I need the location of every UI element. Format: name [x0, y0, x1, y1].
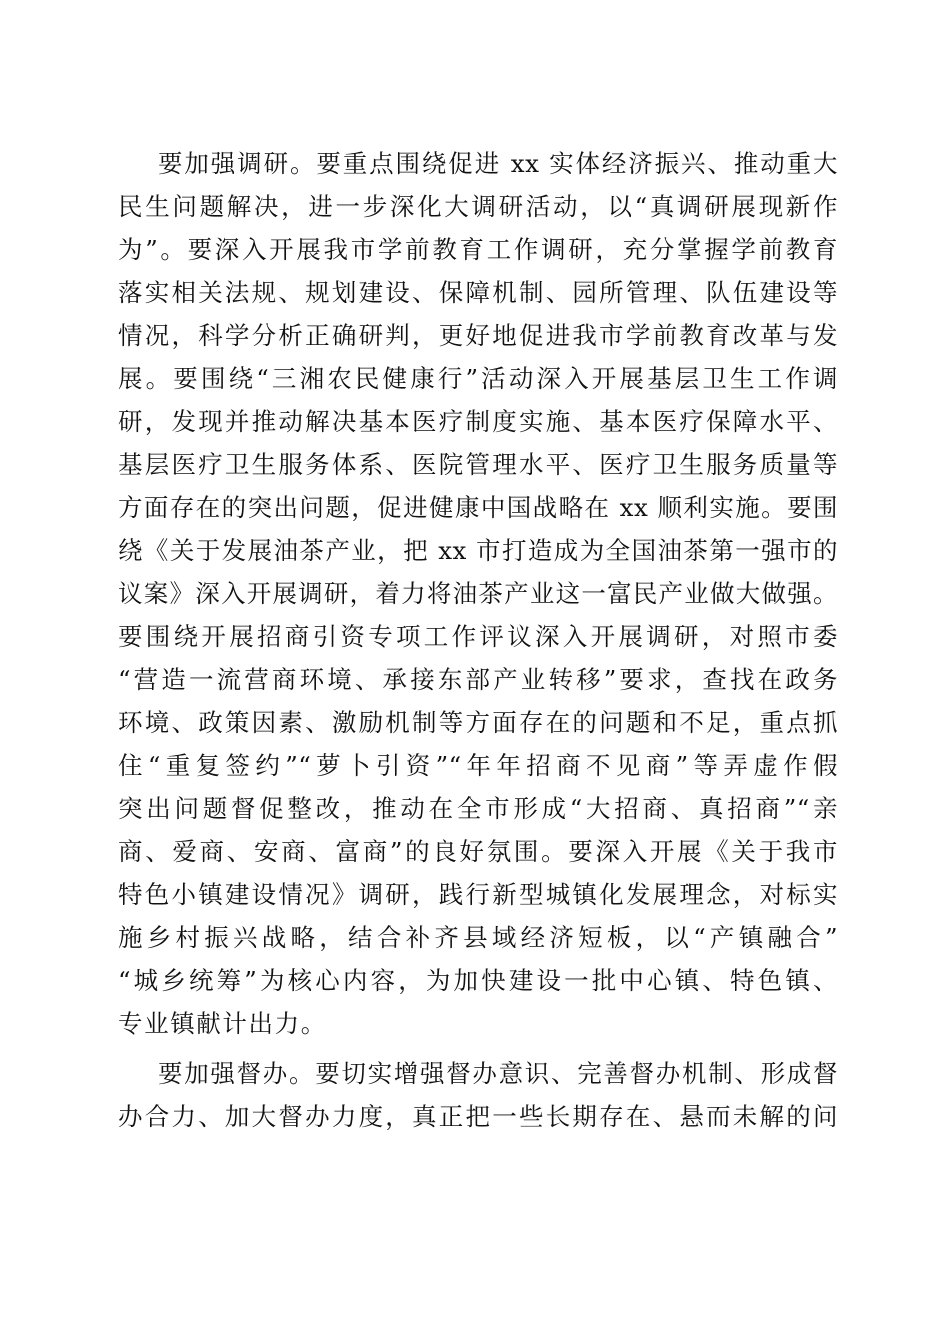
text-line: 办合力、加大督办力度，真正把一些长期存在、悬而未解的问	[118, 1102, 838, 1131]
text-line: 方面存在的突出问题，促进健康中国战略在 xx 顺利实施。要围	[118, 493, 838, 522]
text-line: “营造一流营商环境、承接东部产业转移”要求，查找在政务	[118, 665, 838, 694]
text-line: “城乡统筹”为核心内容，为加快建设一批中心镇、特色镇、	[118, 966, 838, 995]
text-line: 商、爱商、安商、富商”的良好氛围。要深入开展《关于我市	[118, 837, 838, 866]
text-line: 民生问题解决，进一步深化大调研活动，以“真调研展现新作	[118, 192, 838, 221]
text-line: 突出问题督促整改，推动在全市形成“大招商、真招商”“亲	[118, 794, 838, 823]
text-line: 基层医疗卫生服务体系、医院管理水平、医疗卫生服务质量等	[118, 450, 838, 479]
text-line: 要加强调研。要重点围绕促进 xx 实体经济振兴、推动重大	[158, 149, 838, 178]
text-line: 专业镇献计出力。	[118, 1009, 327, 1038]
text-line: 要围绕开展招商引资专项工作评议深入开展调研，对照市委	[118, 622, 838, 651]
text-line: 特色小镇建设情况》调研，践行新型城镇化发展理念，对标实	[118, 880, 838, 909]
text-line: 住“重复签约”“萝卜引资”“年年招商不见商”等弄虚作假	[118, 751, 838, 780]
text-line: 环境、政策因素、激励机制等方面存在的问题和不足，重点抓	[118, 708, 838, 737]
text-line: 绕《关于发展油茶产业，把 xx 市打造成为全国油茶第一强市的	[118, 536, 838, 565]
text-line: 展。要围绕“三湘农民健康行”活动深入开展基层卫生工作调	[118, 364, 838, 393]
text-line: 要加强督办。要切实增强督办意识、完善督办机制、形成督	[158, 1059, 838, 1088]
text-line: 落实相关法规、规划建设、保障机制、园所管理、队伍建设等	[118, 278, 838, 307]
text-line: 议案》深入开展调研，着力将油茶产业这一富民产业做大做强。	[118, 579, 838, 608]
text-line: 为”。要深入开展我市学前教育工作调研，充分掌握学前教育	[118, 235, 838, 264]
text-line: 研，发现并推动解决基本医疗制度实施、基本医疗保障水平、	[118, 407, 838, 436]
text-line: 施乡村振兴战略，结合补齐县域经济短板，以“产镇融合”	[118, 923, 838, 952]
text-line: 情况，科学分析正确研判，更好地促进我市学前教育改革与发	[118, 321, 838, 350]
